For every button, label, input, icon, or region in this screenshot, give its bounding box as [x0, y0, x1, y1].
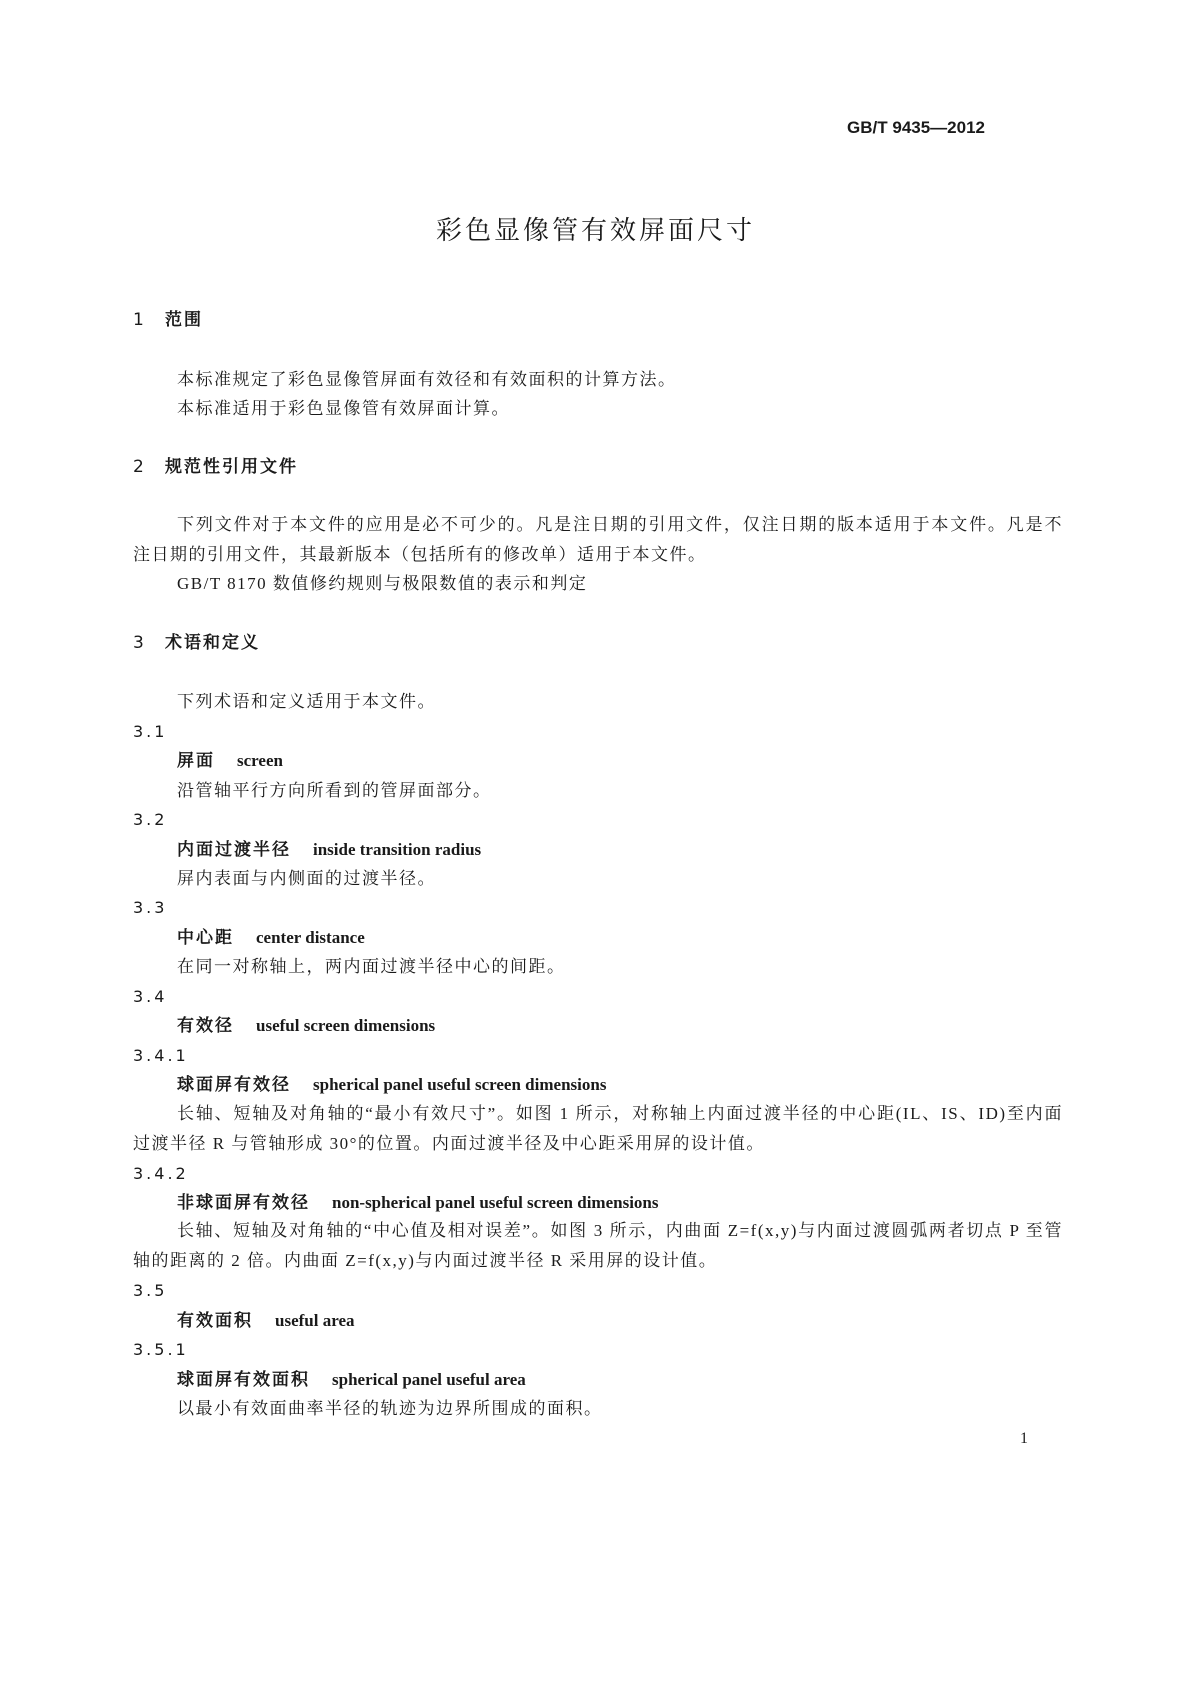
- term-number: 3.1: [133, 722, 168, 741]
- term-number: 3.3: [133, 898, 168, 917]
- term-number: 3.4.1: [133, 1046, 189, 1065]
- document-number: GB/T 9435—2012: [847, 118, 985, 137]
- paragraph: 本标准规定了彩色显像管屏面有效径和有效面积的计算方法。: [177, 370, 677, 389]
- term-en: non-spherical panel useful screen dimensions: [332, 1193, 659, 1212]
- term-zh: 有效面积: [177, 1311, 253, 1331]
- paragraph: 下列文件对于本文件的应用是必不可少的。凡是注日期的引用文件，仅注日期的版本适用于本文件。凡是不注日期的引用文件，其最新版本（包括所有的修改单）适用于本文件。: [133, 515, 1063, 564]
- term-en: center distance: [256, 928, 365, 947]
- section-title: 范围: [165, 310, 203, 330]
- term-zh: 球面屏有效径: [177, 1075, 291, 1095]
- term-heading: [177, 1310, 355, 1332]
- section-number: 3: [133, 633, 144, 653]
- term-definition: 以最小有效面曲率半径的轨迹为边界所围成的面积。: [177, 1399, 603, 1418]
- term-heading: [177, 1074, 606, 1096]
- term-number: 3.2: [133, 810, 168, 829]
- page-number: 1: [1020, 1430, 1028, 1447]
- term-number: 3.5: [133, 1281, 168, 1300]
- section-heading-3: [133, 632, 260, 654]
- term-heading: [177, 839, 481, 861]
- term-heading: [177, 750, 283, 772]
- term-number: 3.4: [133, 987, 168, 1006]
- term-heading: [177, 927, 365, 949]
- term-zh: 内面过渡半径: [177, 840, 291, 860]
- section-title: 术语和定义: [165, 633, 260, 653]
- section-title: 规范性引用文件: [165, 457, 298, 477]
- section-number: 1: [133, 310, 144, 330]
- term-heading: [177, 1369, 526, 1391]
- term-zh: 非球面屏有效径: [177, 1193, 310, 1213]
- term-en: screen: [237, 751, 283, 770]
- paragraph: 下列术语和定义适用于本文件。: [177, 692, 436, 711]
- paragraph: 本标准适用于彩色显像管有效屏面计算。: [177, 399, 510, 418]
- term-en: spherical panel useful screen dimensions: [313, 1075, 607, 1094]
- term-zh: 有效径: [177, 1016, 234, 1036]
- term-definition: 长轴、短轴及对角轴的“最小有效尺寸”。如图 1 所示，对称轴上内面过渡半径的中心距(IL、IS、ID)至内面过渡半径 R 与管轴形成 30°的位置。内面过渡半径及中心距采用屏的设计值。: [133, 1104, 1063, 1153]
- term-zh: 中心距: [177, 928, 234, 948]
- section-number: 2: [133, 457, 144, 477]
- term-number: 3.4.2: [133, 1164, 189, 1183]
- term-heading: [177, 1192, 659, 1214]
- term-en: inside transition radius: [313, 840, 482, 859]
- section-heading-1: [133, 309, 203, 331]
- term-number: 3.5.1: [133, 1340, 189, 1359]
- term-definition: 屏内表面与内侧面的过渡半径。: [177, 869, 436, 888]
- normative-reference: GB/T 8170 数值修约规则与极限数值的表示和判定: [177, 574, 588, 593]
- term-zh: 球面屏有效面积: [177, 1370, 310, 1390]
- term-zh: 屏面: [177, 751, 215, 771]
- term-definition: 沿管轴平行方向所看到的管屏面部分。: [177, 781, 492, 800]
- section-heading-2: [133, 456, 298, 478]
- term-definition: 长轴、短轴及对角轴的“中心值及相对误差”。如图 3 所示，内曲面 Z=f(x,y)与内面过渡圆弧两者切点 P 至管轴的距离的 2 倍。内曲面 Z=f(x,y)与内面过渡半径 R 采用屏的设计值。: [133, 1221, 1063, 1270]
- term-en: spherical panel useful area: [332, 1370, 526, 1389]
- term-en: useful screen dimensions: [256, 1016, 436, 1035]
- term-en: useful area: [275, 1311, 355, 1330]
- document-title: 彩色显像管有效屏面尺寸: [435, 216, 755, 246]
- term-heading: [177, 1015, 435, 1037]
- term-definition: 在同一对称轴上，两内面过渡半径中心的间距。: [177, 957, 566, 976]
